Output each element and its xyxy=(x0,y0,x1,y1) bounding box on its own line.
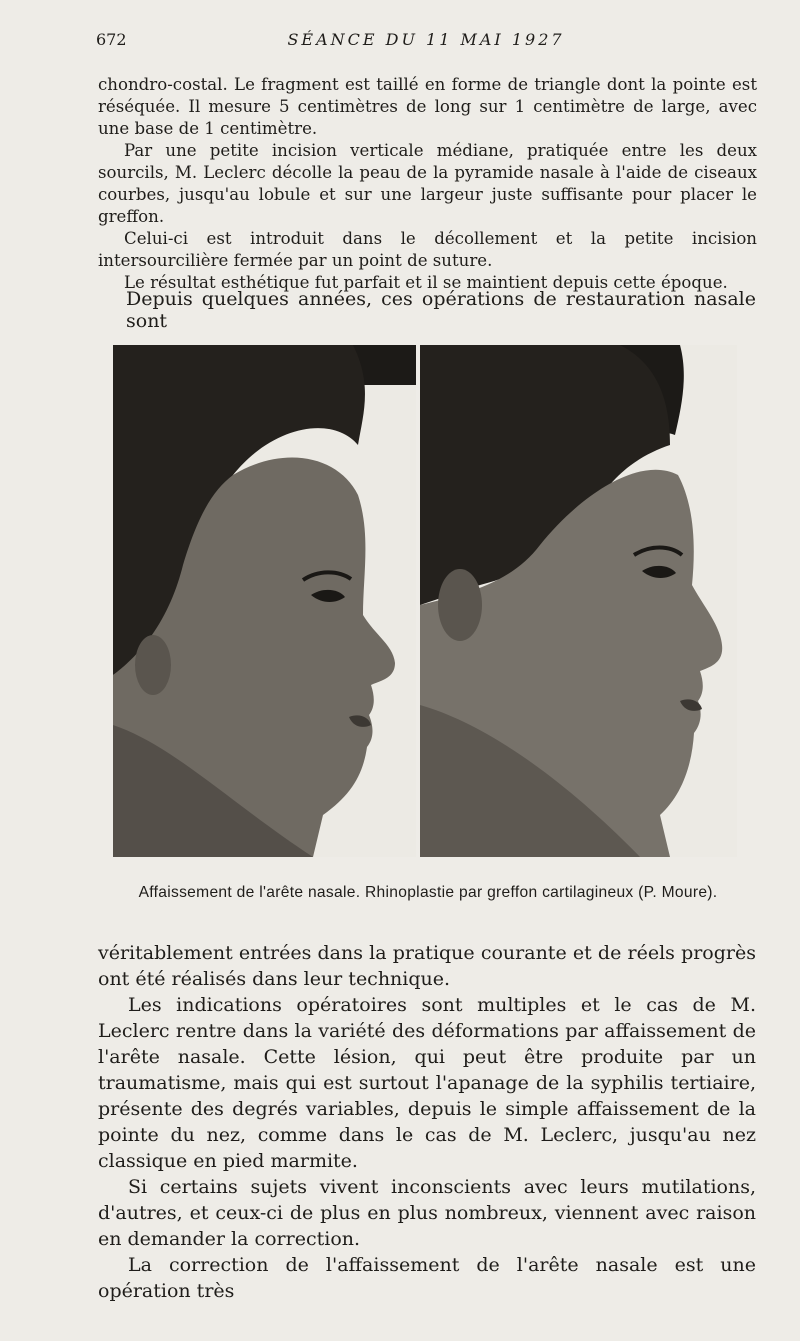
paragraph: chondro-costal. Le fragment est taillé en forme de triangle dont la pointe est réséquée. Il mesure 5 centimètres de long sur 1 centimètre de large, avec une base de 1 centimètre. xyxy=(98,75,757,138)
profile-before-image xyxy=(113,345,416,857)
paragraph: véritablement entrées dans la pratique courante et de réels progrès ont été réalisés dans leur technique. xyxy=(98,942,756,990)
paragraph: Les indications opératoires sont multiples et le cas de M. Leclerc rentre dans la variété des déformations par affaissement de l'arête nasale. Cette lésion, qui peut être produite par un traumatisme, mais qui est surtout l'apanage de la syphilis tertiaire, présente des degrés variables, depuis le simple affaissement de la pointe du nez, comme dans le cas de M. Leclerc, jusqu'au nez classique en pied marmite. xyxy=(98,994,756,1172)
page-header xyxy=(96,30,756,52)
profile-after-photo xyxy=(420,345,737,857)
paragraph: Si certains sujets vivent inconscients avec leurs mutilations, d'autres, et ceux-ci de plus en plus nombreux, viennent avec raison en demander la correction. xyxy=(98,1176,756,1250)
top-text-block xyxy=(98,74,757,294)
profile-after-image xyxy=(420,345,737,857)
bottom-text-block xyxy=(98,940,756,1304)
profile-before-photo xyxy=(113,345,416,857)
paragraph: Le résultat esthétique fut parfait et il se maintient depuis cette époque. xyxy=(124,273,728,292)
paragraph: Par une petite incision verticale médiane, pratiquée entre les deux sourcils, M. Leclerc décolle la peau de la pyramide nasale à l'aide de ciseaux courbes, jusqu'au lobule et sur une largeur juste suffisante pour placer le greffon. xyxy=(98,141,757,226)
running-title: SÉANCE DU 11 MAI 1927 xyxy=(287,30,565,49)
lead-line: Depuis quelques années, ces opérations de restauration nasale sont xyxy=(126,288,756,332)
figure-caption: Affaissement de l'arête nasale. Rhinoplastie par greffon cartilagineux (P. Moure). xyxy=(138,884,718,901)
paragraph: La correction de l'affaissement de l'arête nasale est une opération très xyxy=(98,1254,756,1302)
page-number: 672 xyxy=(96,30,127,49)
paragraph: Celui-ci est introduit dans le décollement et la petite incision intersourcilière fermée par un point de suture. xyxy=(98,229,757,270)
